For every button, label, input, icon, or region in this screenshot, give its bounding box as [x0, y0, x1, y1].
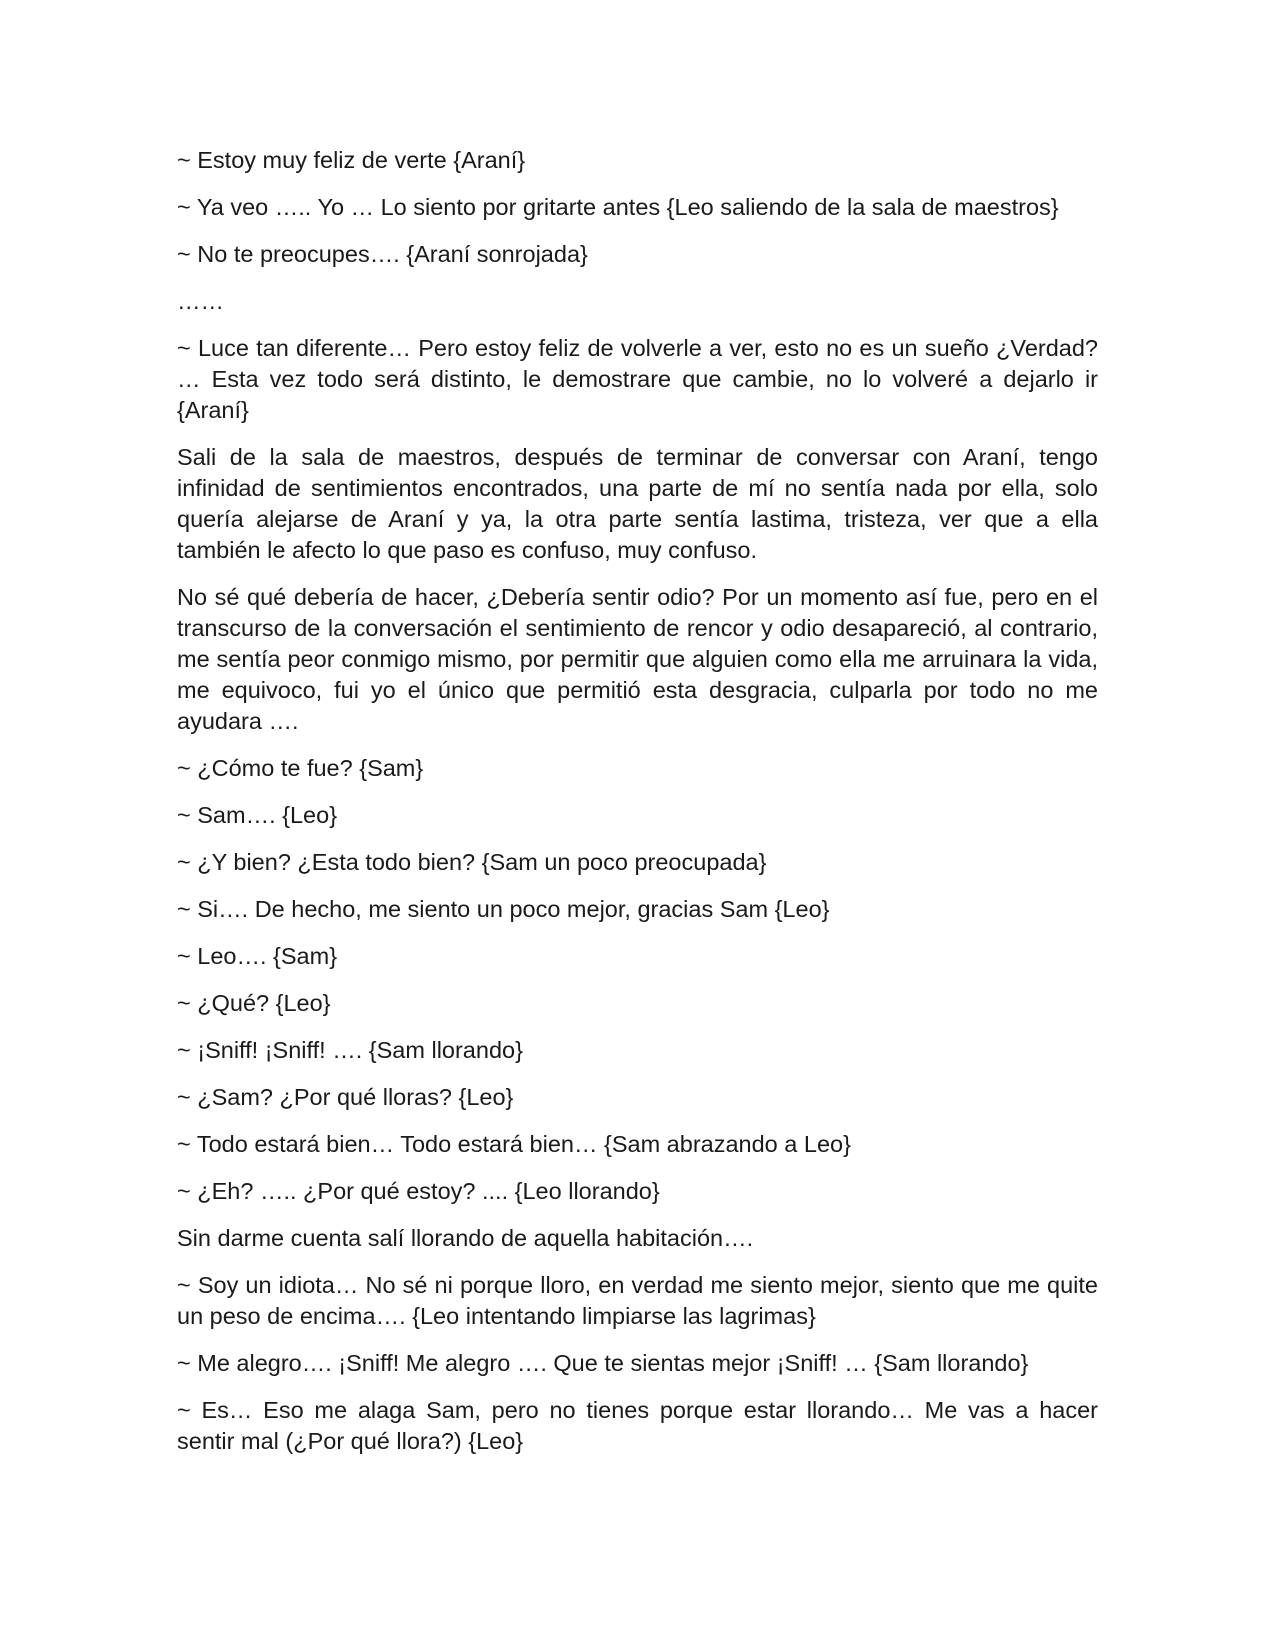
dialogue-line: ~ Sam…. {Leo}: [177, 802, 338, 828]
document-body: [177, 145, 1098, 1473]
dialogue-line: ~ ¿Sam? ¿Por qué lloras? {Leo}: [177, 1084, 514, 1110]
ellipsis-separator: ……: [177, 288, 224, 314]
dialogue-line: ~ ¿Cómo te fue? {Sam}: [177, 755, 424, 781]
dialogue-line: ~ Ya veo ….. Yo … Lo siento por gritarte antes {Leo saliendo de la sala de maestros}: [177, 194, 1059, 220]
narration-paragraph: No sé qué debería de hacer, ¿Debería sentir odio? Por un momento así fue, pero en el transcurso de la conversación el sentimiento de rencor y odio desapareció, al contrario, me sentía peor conmigo mismo, por permitir que alguien como ella me arruinara la vida, me equivoco, fui yo el único que permitió esta desgracia, culparla por todo no me ayudara ….: [177, 584, 1098, 734]
dialogue-line: ~ No te preocupes…. {Araní sonrojada}: [177, 241, 588, 267]
dialogue-line: ~ ¿Qué? {Leo}: [177, 990, 331, 1016]
narration-paragraph: Sali de la sala de maestros, después de terminar de conversar con Araní, tengo infinidad de sentimientos encontrados, una parte de mí no sentía nada por ella, solo quería alejarse de Araní y ya, la otra parte sentía lastima, tristeza, ver que a ella también le afecto lo que paso es confuso, muy confuso.: [177, 444, 1098, 563]
dialogue-line: ~ ¿Eh? ….. ¿Por qué estoy? .... {Leo llorando}: [177, 1178, 660, 1204]
dialogue-line: ~ Leo…. {Sam}: [177, 943, 338, 969]
dialogue-line: ~ Es… Eso me alaga Sam, pero no tienes porque estar llorando… Me vas a hacer sentir mal (¿Por qué llora?) {Leo}: [177, 1397, 1098, 1454]
dialogue-line: ~ Todo estará bien… Todo estará bien… {Sam abrazando a Leo}: [177, 1131, 851, 1157]
dialogue-line: ~ Si…. De hecho, me siento un poco mejor, gracias Sam {Leo}: [177, 896, 830, 922]
dialogue-line: ~ Estoy muy feliz de verte {Araní}: [177, 147, 526, 173]
dialogue-line: ~ Soy un idiota… No sé ni porque lloro, en verdad me siento mejor, siento que me quite un peso de encima…. {Leo intentando limpiarse las lagrimas}: [177, 1272, 1098, 1329]
narration-paragraph: Sin darme cuenta salí llorando de aquella habitación….: [177, 1225, 754, 1251]
dialogue-line: ~ ¡Sniff! ¡Sniff! …. {Sam llorando}: [177, 1037, 523, 1063]
dialogue-line: ~ Luce tan diferente… Pero estoy feliz de volverle a ver, esto no es un sueño ¿Verdad? … Esta vez todo será distinto, le demostrare que cambie, no lo volveré a dejarlo ir {Araní}: [177, 335, 1098, 423]
dialogue-line: ~ Me alegro…. ¡Sniff! Me alegro …. Que te sientas mejor ¡Sniff! … {Sam llorando}: [177, 1350, 1029, 1376]
dialogue-line: ~ ¿Y bien? ¿Esta todo bien? {Sam un poco preocupada}: [177, 849, 767, 875]
